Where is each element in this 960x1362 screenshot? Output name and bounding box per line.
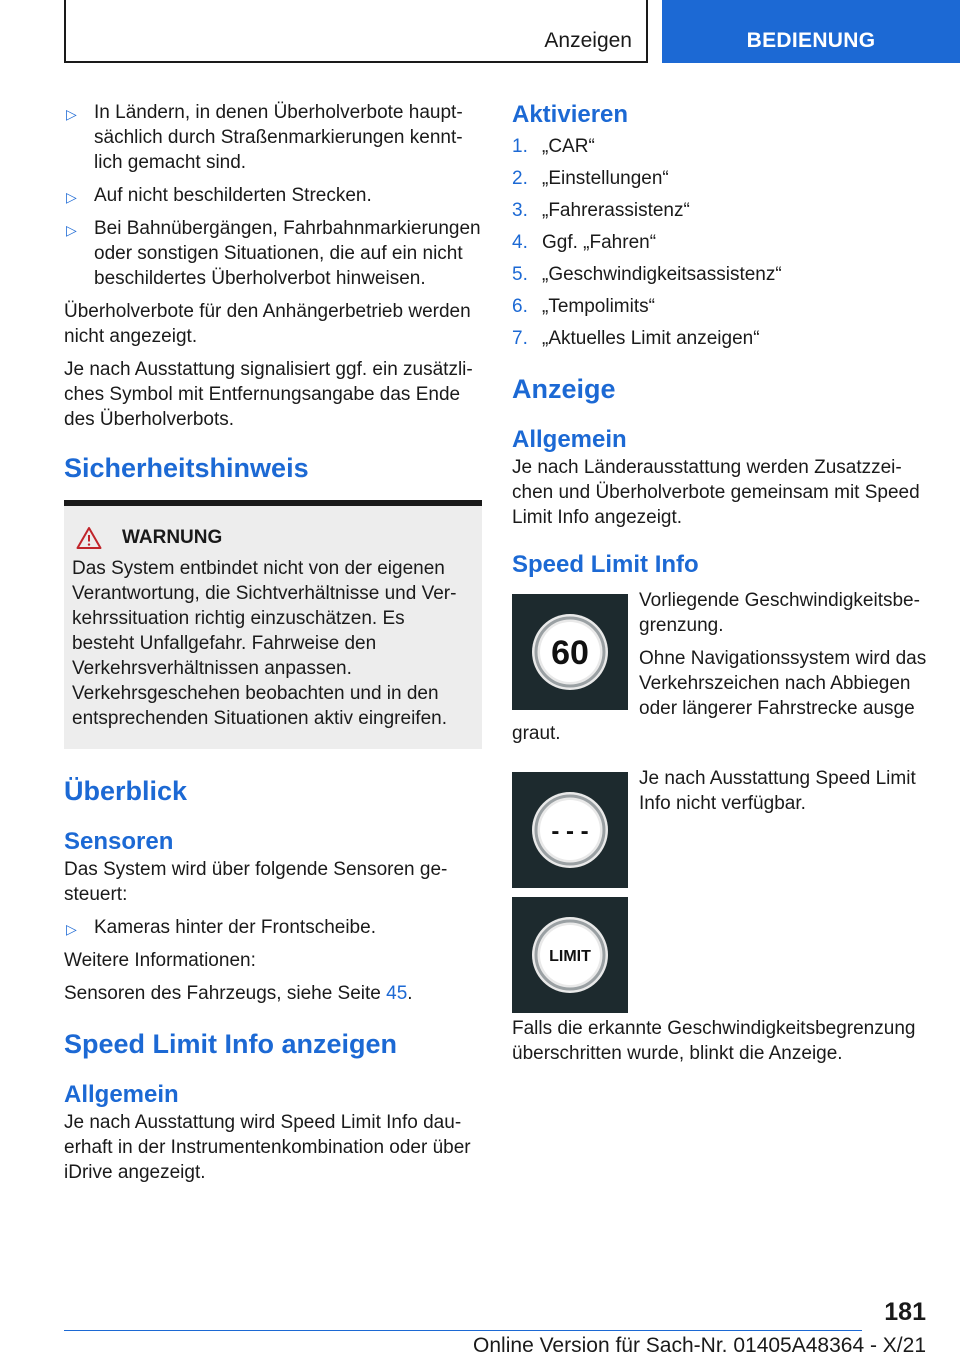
list-item: 3. „Fahrerassistenz“ <box>512 200 690 221</box>
paragraph: Je nach Ausstattung Speed Limit Info nicht verfügbar. <box>639 768 916 814</box>
list-item: 6. „Tempolimits“ <box>512 296 655 317</box>
sign-value: LIMIT <box>549 948 591 965</box>
list-item: 2. „Einstellungen“ <box>512 168 669 189</box>
sign-unavailable-block <box>512 766 932 1016</box>
warning-header <box>72 526 472 550</box>
paragraph: Je nach Ausstattung signalisiert ggf. ein zusätzliches Symbol mit Entfernungsangabe das Ende des Überholverbots. <box>64 359 473 430</box>
heading-show-speed-limit: Speed Limit Info anzeigen <box>64 1029 398 1059</box>
paragraph-reference: Sensoren des Fahrzeugs, siehe Seite 45. <box>64 983 413 1004</box>
triangle-bullet-icon: ▷ <box>66 189 77 205</box>
header-section-box <box>64 0 648 63</box>
page-number: 181 <box>884 1298 926 1326</box>
paragraph: Das System wird über folgende Sensoren gesteuert: <box>64 859 448 905</box>
heading-overview: Überblick <box>64 776 188 806</box>
header-chapter-tab: BEDIENUNG <box>662 0 960 63</box>
triangle-bullet-icon: ▷ <box>66 106 77 122</box>
footer-rule <box>64 1330 862 1331</box>
footer-text: Online Version für Sach-Nr. 01405A48364 - X/21 <box>473 1334 926 1357</box>
warning-text: Das System entbindet nicht von der eigenen Verantwortung, die Sichtverhältnisse und Verkehrssituation richtig einzuschätzen. Es besteht Unfallgefahr. Fahrweise den Verkehrsverhältnissen anpassen. Verkehrsgeschehen beobachten und in den entsprechenden Situationen aktiv eingreifen. <box>72 558 457 729</box>
sign-60-block <box>512 588 932 746</box>
list-item: 4. Ggf. „Fahren“ <box>512 232 657 253</box>
speed-limit-60-sign-image <box>512 594 628 710</box>
paragraph: Überholverbote für den Anhängerbetrieb werden nicht angezeigt. <box>64 301 471 347</box>
heading-sensors: Sensoren <box>64 828 174 855</box>
warning-triangle-icon <box>76 526 102 550</box>
list-item: ▷ Kameras hinter der Frontscheibe. <box>64 915 482 940</box>
paragraph: Je nach Ausstattung wird Speed Limit Info dauerhaft in der Instrumentenkombination oder über iDrive angezeigt. <box>64 1112 471 1183</box>
warning-title: WARNUNG <box>122 527 223 548</box>
list-item: 5. „Geschwindigkeitsassistenz“ <box>512 264 782 285</box>
page-reference-link[interactable]: 45 <box>386 983 408 1004</box>
triangle-bullet-icon: ▷ <box>66 222 77 238</box>
sign-value: 60 <box>551 634 589 672</box>
header-section-title: Anzeigen <box>544 29 632 52</box>
list-item: ▷ Auf nicht beschilderten Strecken. <box>64 183 482 208</box>
list-item: 7. „Aktuelles Limit anzeigen“ <box>512 328 760 349</box>
heading-speed-limit-info: Speed Limit Info <box>512 551 699 578</box>
paragraph: Falls die erkannte Geschwindigkeitsbegrenzung überschritten wurde, blinkt die Anzeige. <box>512 1018 916 1064</box>
paragraph: Ohne Navigationssystem wird das Verkehrszeichen nach Abbiegen oder längerer Fahrstrecke ausge <box>639 648 927 719</box>
paragraph: Weitere Informationen: <box>64 950 256 971</box>
heading-general: Allgemein <box>512 426 627 453</box>
right-column <box>512 100 932 1066</box>
list-item: 1. „CAR“ <box>512 136 595 157</box>
left-column <box>64 100 482 1185</box>
triangle-bullet-icon: ▷ <box>66 921 77 937</box>
heading-activate: Aktivieren <box>512 101 629 128</box>
list-item: ▷ Bei Bahnübergängen, Fahrbahnmarkierungen oder sonstigen Situationen, die auf ein nicht beschildertes Überholverbot hinweisen. <box>66 218 481 289</box>
list-item: ▷ In Ländern, in denen Überholverbote hauptsächlich durch Straßenmarkierungen kenntlich gemacht sind. <box>66 102 463 173</box>
heading-general: Allgemein <box>64 1081 179 1108</box>
speed-limit-unavailable-sign-image <box>512 772 628 888</box>
limit-sign-image <box>512 897 628 1013</box>
sign-value: - - - <box>551 818 589 845</box>
paragraph: Je nach Länderausstattung werden Zusatzzeichen und Überholverbote gemeinsam mit Speed Limit Info angezeigt. <box>512 457 920 528</box>
warning-box <box>64 500 482 749</box>
heading-safety: Sicherheitshinweis <box>64 453 309 483</box>
paragraph: graut. <box>512 723 561 744</box>
heading-display: Anzeige <box>512 374 616 404</box>
paragraph: Vorliegende Geschwindigkeitsbegrenzung. <box>639 590 920 636</box>
